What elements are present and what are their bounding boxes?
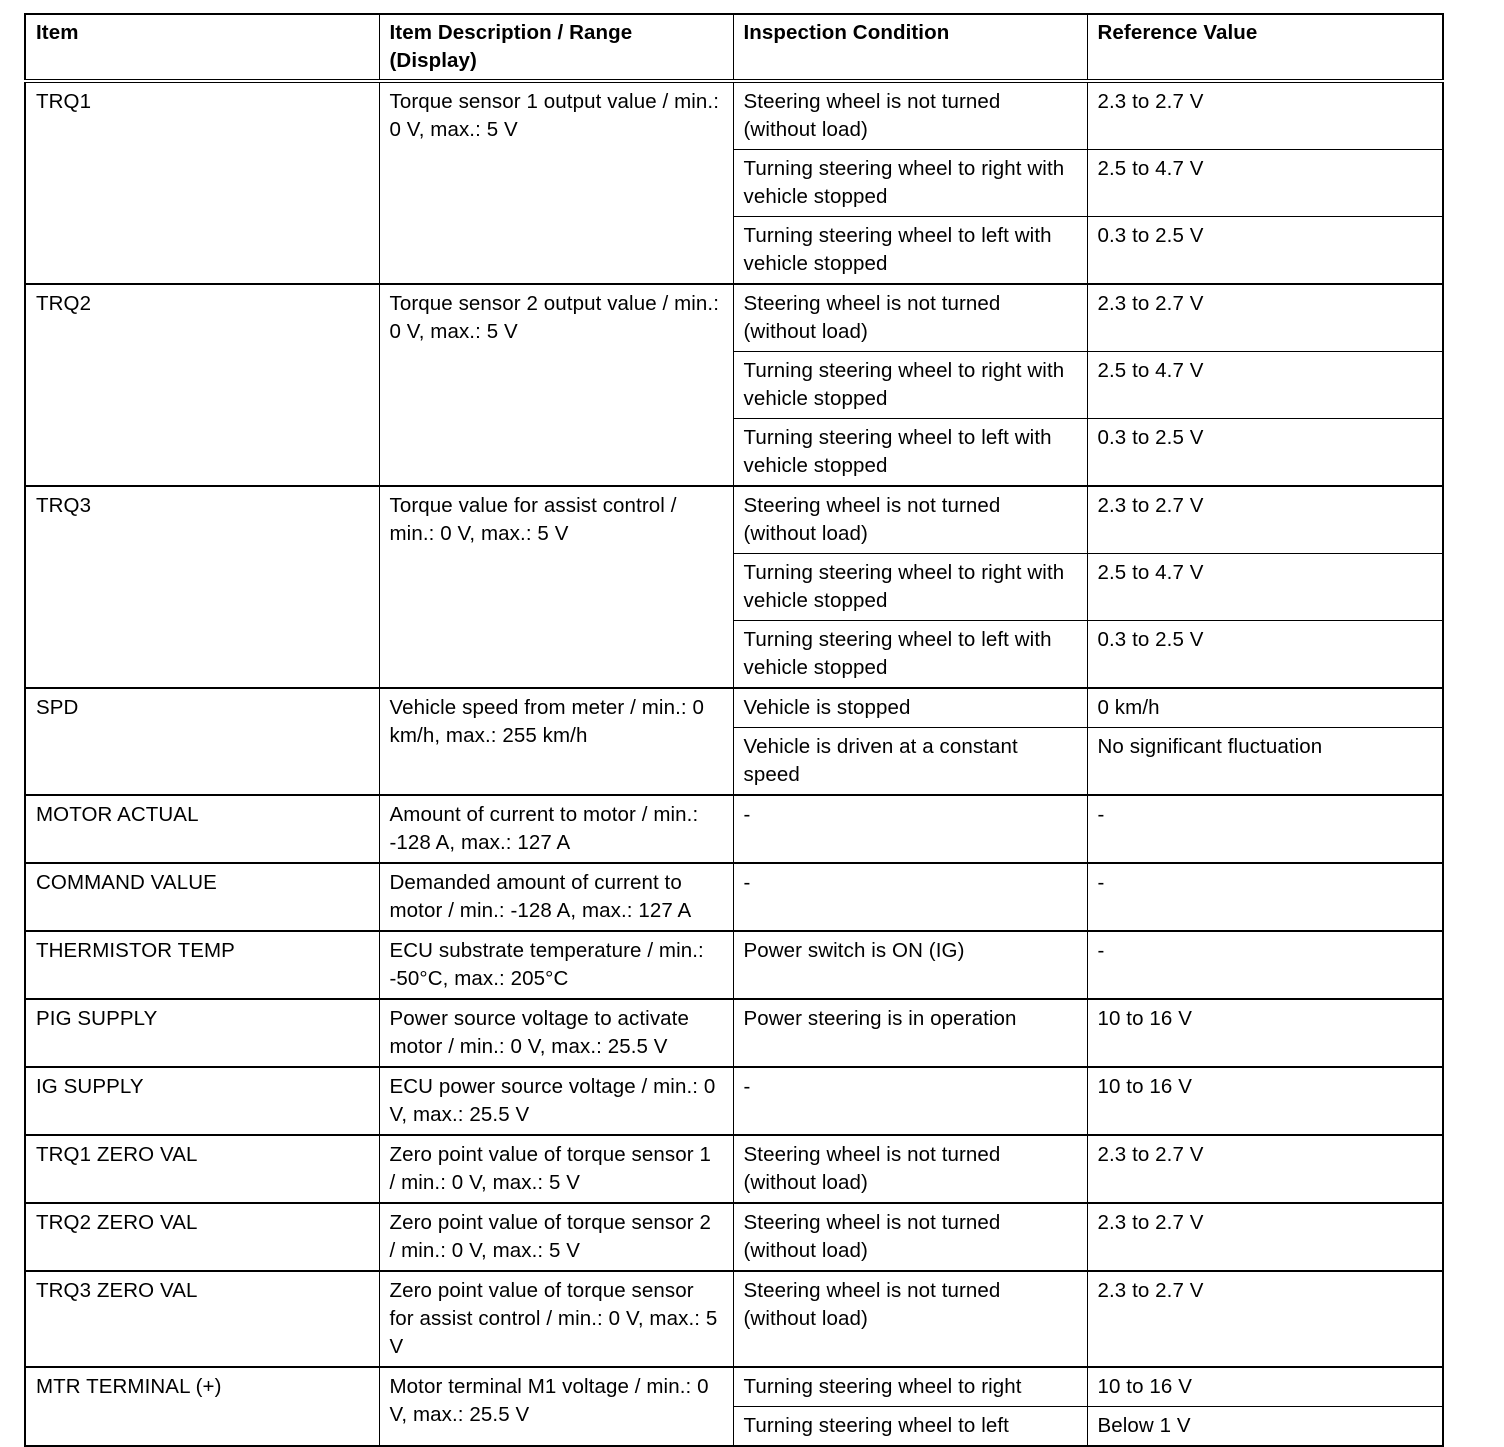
reference-cell: - (1087, 795, 1443, 863)
condition-cell: Power switch is ON (IG) (733, 931, 1087, 999)
header-item: Item (25, 14, 379, 81)
description-cell: Torque sensor 1 output value / min.: 0 V, max.: 5 V (379, 81, 733, 284)
row-group-trq1 (25, 81, 1443, 284)
reference-cell: No significant fluctuation (1087, 728, 1443, 796)
description-cell: Torque sensor 2 output value / min.: 0 V, max.: 5 V (379, 284, 733, 486)
reference-cell: 2.3 to 2.7 V (1087, 81, 1443, 150)
row-group-ig-supply (25, 1067, 1443, 1135)
item-cell: COMMAND VALUE (25, 863, 379, 931)
table-row (25, 1271, 1443, 1367)
description-cell: Amount of current to motor / min.: -128 A, max.: 127 A (379, 795, 733, 863)
description-cell: ECU substrate temperature / min.: -50°C, max.: 205°C (379, 931, 733, 999)
condition-cell: - (733, 1067, 1087, 1135)
description-cell: Vehicle speed from meter / min.: 0 km/h, max.: 255 km/h (379, 688, 733, 795)
reference-cell: Below 1 V (1087, 1407, 1443, 1447)
reference-cell: 2.3 to 2.7 V (1087, 486, 1443, 554)
reference-cell: 2.3 to 2.7 V (1087, 1271, 1443, 1367)
reference-cell: 2.5 to 4.7 V (1087, 150, 1443, 217)
condition-cell: Turning steering wheel to left with vehicle stopped (733, 217, 1087, 285)
reference-cell: 2.3 to 2.7 V (1087, 284, 1443, 352)
condition-cell: Steering wheel is not turned (without load) (733, 486, 1087, 554)
description-cell: Zero point value of torque sensor 1 / min.: 0 V, max.: 5 V (379, 1135, 733, 1203)
row-group-trq3 (25, 486, 1443, 688)
description-cell: Demanded amount of current to motor / min.: -128 A, max.: 127 A (379, 863, 733, 931)
description-cell: Zero point value of torque sensor for assist control / min.: 0 V, max.: 5 V (379, 1271, 733, 1367)
condition-cell: Turning steering wheel to right (733, 1367, 1087, 1407)
description-cell: Motor terminal M1 voltage / min.: 0 V, max.: 25.5 V (379, 1367, 733, 1446)
row-group-motor-actual (25, 795, 1443, 863)
row-group-pig-supply (25, 999, 1443, 1067)
item-cell: MTR TERMINAL (+) (25, 1367, 379, 1446)
table-row (25, 1203, 1443, 1271)
reference-cell: 10 to 16 V (1087, 1067, 1443, 1135)
item-cell: TRQ2 ZERO VAL (25, 1203, 379, 1271)
item-cell: PIG SUPPLY (25, 999, 379, 1067)
header-reference: Reference Value (1087, 14, 1443, 81)
item-cell: SPD (25, 688, 379, 795)
condition-cell: Turning steering wheel to right with vehicle stopped (733, 554, 1087, 621)
reference-cell: 2.5 to 4.7 V (1087, 352, 1443, 419)
item-cell: TRQ1 ZERO VAL (25, 1135, 379, 1203)
reference-cell: 0.3 to 2.5 V (1087, 217, 1443, 285)
row-group-trq1-zero-val (25, 1135, 1443, 1203)
reference-cell: - (1087, 863, 1443, 931)
item-cell: MOTOR ACTUAL (25, 795, 379, 863)
condition-cell: Turning steering wheel to left with vehicle stopped (733, 419, 1087, 487)
reference-cell: 10 to 16 V (1087, 1367, 1443, 1407)
condition-cell: Steering wheel is not turned (without load) (733, 1203, 1087, 1271)
row-group-mtr-terminal (25, 1367, 1443, 1446)
item-cell: TRQ3 (25, 486, 379, 688)
table-row (25, 999, 1443, 1067)
table-row (25, 284, 1443, 352)
row-group-trq3-zero-val (25, 1271, 1443, 1367)
description-cell: ECU power source voltage / min.: 0 V, max.: 25.5 V (379, 1067, 733, 1135)
reference-cell: 0.3 to 2.5 V (1087, 419, 1443, 487)
table-row (25, 1135, 1443, 1203)
data-list-table (24, 13, 1444, 1447)
condition-cell: Steering wheel is not turned (without load) (733, 1135, 1087, 1203)
item-cell: THERMISTOR TEMP (25, 931, 379, 999)
condition-cell: Steering wheel is not turned (without load) (733, 284, 1087, 352)
reference-cell: 2.5 to 4.7 V (1087, 554, 1443, 621)
row-group-command-value (25, 863, 1443, 931)
description-cell: Power source voltage to activate motor / min.: 0 V, max.: 25.5 V (379, 999, 733, 1067)
condition-cell: - (733, 795, 1087, 863)
table-row (25, 1067, 1443, 1135)
header-description (379, 14, 733, 81)
item-cell: TRQ2 (25, 284, 379, 486)
reference-cell: 2.3 to 2.7 V (1087, 1203, 1443, 1271)
table-row (25, 486, 1443, 554)
condition-cell: Vehicle is driven at a constant speed (733, 728, 1087, 796)
condition-cell: Turning steering wheel to right with vehicle stopped (733, 352, 1087, 419)
reference-cell: 10 to 16 V (1087, 999, 1443, 1067)
table-row (25, 863, 1443, 931)
reference-cell: 0.3 to 2.5 V (1087, 621, 1443, 689)
condition-cell: Turning steering wheel to left with vehicle stopped (733, 621, 1087, 689)
condition-cell: Steering wheel is not turned (without load) (733, 1271, 1087, 1367)
table-row (25, 688, 1443, 728)
table-row (25, 81, 1443, 150)
table-row (25, 795, 1443, 863)
condition-cell: Power steering is in operation (733, 999, 1087, 1067)
reference-cell: 0 km/h (1087, 688, 1443, 728)
row-group-thermistor-temp (25, 931, 1443, 999)
item-cell: IG SUPPLY (25, 1067, 379, 1135)
row-group-trq2-zero-val (25, 1203, 1443, 1271)
condition-cell: Turning steering wheel to right with vehicle stopped (733, 150, 1087, 217)
description-cell: Zero point value of torque sensor 2 / min.: 0 V, max.: 5 V (379, 1203, 733, 1271)
item-cell: TRQ3 ZERO VAL (25, 1271, 379, 1367)
item-cell: TRQ1 (25, 81, 379, 284)
reference-cell: - (1087, 931, 1443, 999)
row-group-trq2 (25, 284, 1443, 486)
header-description-line2: (Display) (389, 49, 477, 72)
condition-cell: Steering wheel is not turned (without load) (733, 81, 1087, 150)
condition-cell: - (733, 863, 1087, 931)
header-description-line1: Item Description / Range (389, 21, 633, 44)
condition-cell: Turning steering wheel to left (733, 1407, 1087, 1447)
reference-cell: 2.3 to 2.7 V (1087, 1135, 1443, 1203)
row-group-spd (25, 688, 1443, 795)
description-cell: Torque value for assist control / min.: 0 V, max.: 5 V (379, 486, 733, 688)
table-row (25, 931, 1443, 999)
header-condition: Inspection Condition (733, 14, 1087, 81)
header-row (25, 14, 1443, 81)
condition-cell: Vehicle is stopped (733, 688, 1087, 728)
table-row (25, 1367, 1443, 1407)
